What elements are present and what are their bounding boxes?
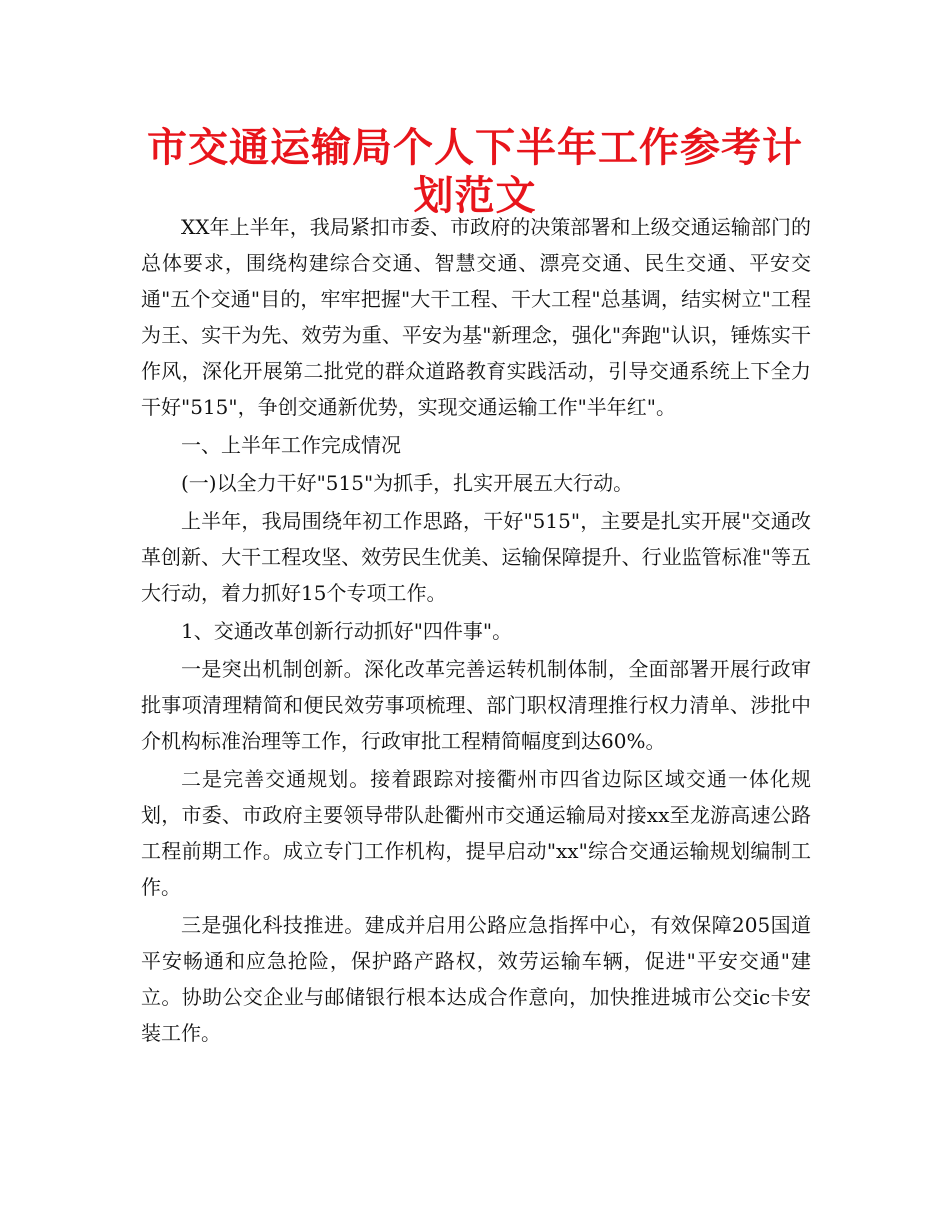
section-heading-1: 一、上半年工作完成情况 [181,433,401,457]
paragraph-intro: XX年上半年，我局紧扣市委、市政府的决策部署和上级交通运输部门的总体要求，围绕构建综合交通、智慧交通、漂亮交通、民生交通、平安交通"五个交通"目的，牢牢把握"大干工程、干大工程"总基调，结实树立"工程为王、实干为先、效劳为重、平安为基"新理念，强化"奔跑"认识，锤炼实干作风，深化开展第二批党的群众道路教育实践活动，引导交通系统上下全力干好"515"，争创交通新优势，实现交通运输工作"半年红"。 [141,215,811,419]
paragraph-point-2: 二是完善交通规划。接着跟踪对接衢州市四省边际区域交通一体化规划，市委、市政府主要领导带队赴衢州市交通运输局对接xx至龙游高速公路工程前期工作。成立专门工作机构，提早启动"xx"综合交通运输规划编制工作。 [141,767,811,899]
paragraph-point-1: 一是突出机制创新。深化改革完善运转机制体制，全面部署开展行政审批事项清理精简和便民效劳事项梳理、部门职权清理推行权力清单、涉批中介机构标准治理等工作，行政审批工程精简幅度到达60%。 [141,657,811,753]
subsection-heading-1: (一)以全力干好"515"为抓手，扎实开展五大行动。 [181,471,634,495]
document-title: 市交通运输局个人下半年工作参考计划范文 [147,125,803,219]
document-body [141,209,811,1053]
paragraph-summary: 上半年，我局围绕年初工作思路，干好"515"，主要是扎实开展"交通改革创新、大干工程攻坚、效劳民生优美、运输保障提升、行业监管标准"等五大行动，着力抓好15个专项工作。 [141,509,811,605]
item-heading-1: 1、交通改革创新行动抓好"四件事"。 [181,619,513,643]
paragraph-point-3: 三是强化科技推进。建成并启用公路应急指挥中心，有效保障205国道平安畅通和应急抢险，保护路产路权，效劳运输车辆，促进"平安交通"建立。协助公交企业与邮储银行根本达成合作意向，加快推进城市公交ic卡安装工作。 [141,913,811,1045]
